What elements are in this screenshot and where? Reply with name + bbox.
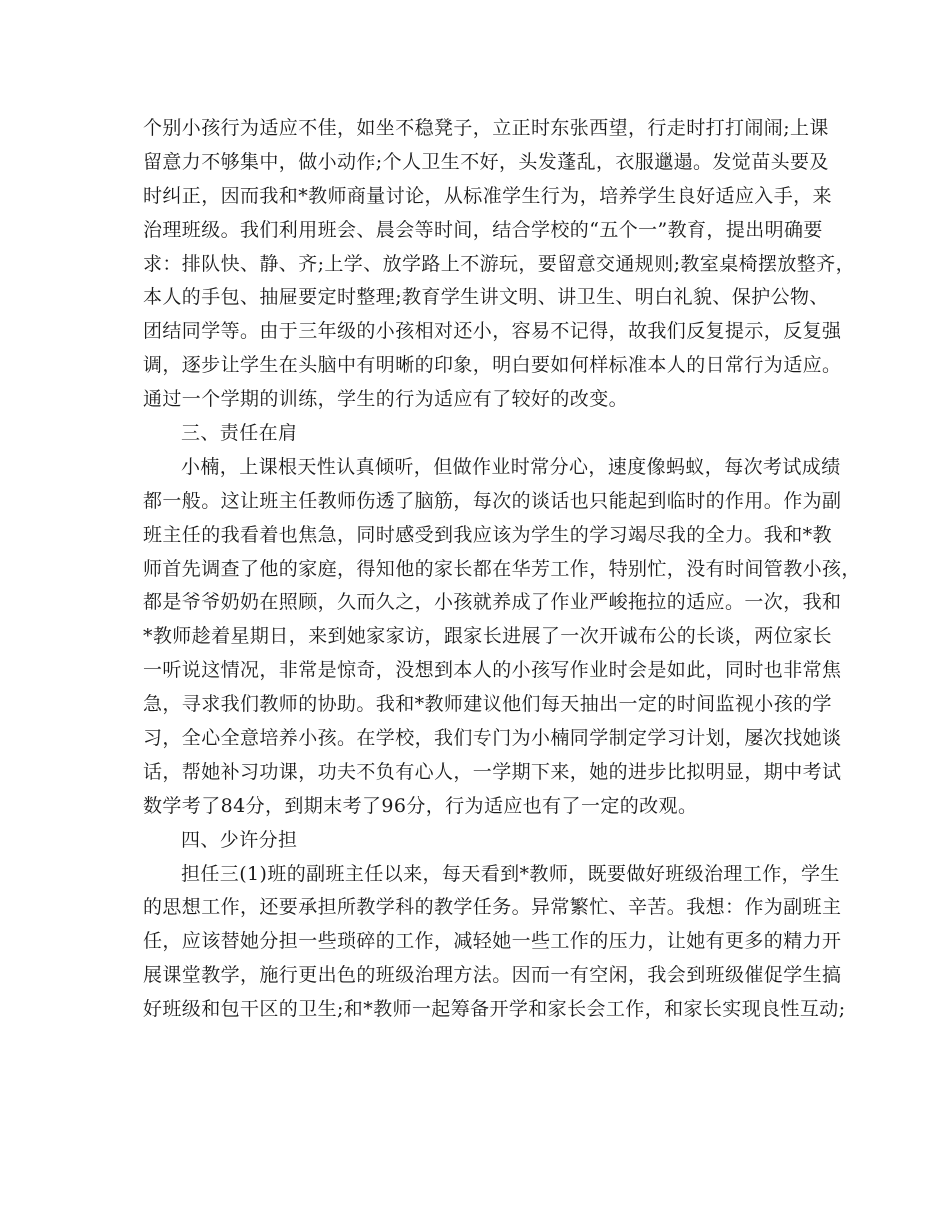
paragraph-line: 师首先调查了他的家庭，得知他的家长都在华芳工作，特别忙，没有时间管教小孩，: [143, 557, 861, 580]
paragraph-line: 都是爷爷奶奶在照顾，久而久之，小孩就养成了作业严峻拖拉的适应。一次，我和: [143, 591, 842, 614]
paragraph-line: 的思想工作，还要承担所教学科的教学任务。异常繁忙、辛苦。我想：作为副班主: [143, 896, 842, 919]
paragraph-line: 时纠正，因而我和*教师商量讨论，从标准学生行为，培养学生良好适应入手，来: [143, 184, 832, 207]
section-heading: 四、少许分担: [181, 828, 298, 851]
paragraph-line: 好班级和包干区的卫生;和*教师一起筹备开学和家长会工作，和家长实现良性互动;: [143, 998, 846, 1021]
paragraph-line: 留意力不够集中，做小动作;个人卫生不好，头发蓬乱，衣服邋遢。发觉苗头要及: [143, 150, 829, 173]
paragraph-line: 习，全心全意培养小孩。在学校，我们专门为小楠同学制定学习计划，屡次找她谈: [143, 727, 842, 750]
paragraph-line: 展课堂教学，施行更出色的班级治理方法。因而一有空闲，我会到班级催促学生搞: [143, 964, 842, 987]
paragraph-line: 都一般。这让班主任教师伤透了脑筋，每次的谈话也只能起到临时的作用。作为副: [143, 489, 842, 512]
paragraph-line: 急，寻求我们教师的协助。我和*教师建议他们每天抽出一定的时间监视小孩的学: [143, 693, 832, 716]
paragraph-line: 一听说这情况，非常是惊奇，没想到本人的小孩写作业时会是如此，同时也非常焦: [143, 659, 842, 682]
paragraph-line: 话，帮她补习功课，功夫不负有心人，一学期下来，她的进步比拟明显，期中考试: [143, 760, 842, 783]
paragraph-first-line: 担任三(1)班的副班主任以来，每天看到*教师，既要做好班级治理工作，学生: [181, 862, 840, 885]
paragraph-line: 调，逐步让学生在头脑中有明晰的印象，明白要如何样标准本人的日常行为适应。: [143, 354, 842, 377]
paragraph-line: 治理班级。我们利用班会、晨会等时间，结合学校的“五个一”教育，提出明确要: [143, 218, 823, 241]
paragraph-first-line: 小楠，上课根天性认真倾听，但做作业时常分心，速度像蚂蚁，每次考试成绩: [181, 455, 841, 478]
paragraph-line: 求：排队快、静、齐;上学、放学路上不游玩，要留意交通规则;教室桌椅摆放整齐，: [143, 252, 856, 275]
paragraph-line: *教师趁着星期日，来到她家家访，跟家长进展了一次开诚布公的长谈，两位家长: [143, 625, 832, 648]
paragraph-line: 通过一个学期的训练，学生的行为适应有了较好的改变。: [143, 388, 629, 411]
section-heading: 三、责任在肩: [181, 422, 298, 445]
paragraph-line: 任，应该替她分担一些琐碎的工作，减轻她一些工作的压力，让她有更多的精力开: [143, 930, 842, 953]
paragraph-line: 团结同学等。由于三年级的小孩相对还小，容易不记得，故我们反复提示，反复强: [143, 320, 842, 343]
document-body: [143, 112, 861, 1027]
paragraph-line: 数学考了84分，到期末考了96分，行为适应也有了一定的改观。: [143, 794, 698, 817]
paragraph-line: 班主任的我看着也焦急，同时感受到我应该为学生的学习竭尽我的全力。我和*教: [143, 523, 832, 546]
paragraph-line: 个别小孩行为适应不佳，如坐不稳凳子，立正时东张西望，行走时打打闹闹;上课: [143, 117, 829, 139]
paragraph-line: 本人的手包、抽屉要定时整理;教育学生讲文明、讲卫生、明白礼貌、保护公物、: [143, 286, 829, 309]
